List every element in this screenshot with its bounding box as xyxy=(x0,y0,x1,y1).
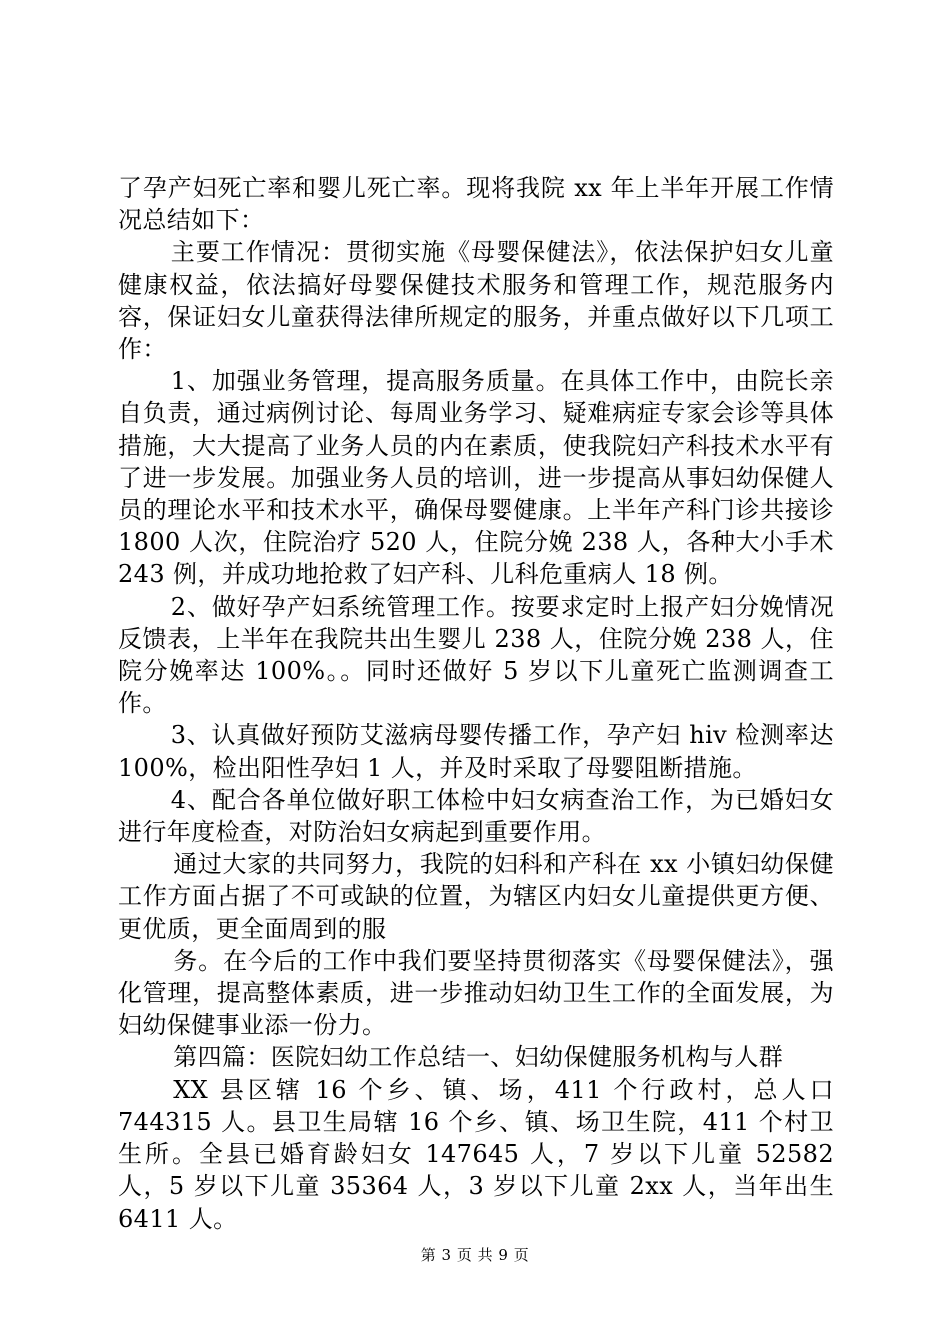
paragraph-item-2: 2、做好孕产妇系统管理工作。按要求定时上报产妇分娩情况反馈表，上半年在我院共出生婴儿 238 人，住院分娩 238 人，住院分娩率达 100%。。同时还做好 5 岁以下儿童死亡监测调查工作。 xyxy=(118,592,834,718)
paragraph-summary-continued: 务。在今后的工作中我们要坚持贯彻落实《母婴保健法》，强化管理，提高整体素质，进一步推动妇幼卫生工作的全面发展，为妇幼保健事业添一份力。 xyxy=(118,946,834,1040)
paragraph-summary: 通过大家的共同努力，我院的妇科和产科在 xx 小镇妇幼保健工作方面占据了不可或缺的位置，为辖区内妇女儿童提供更方便、更优质，更全面周到的服 xyxy=(118,850,834,943)
paragraph-main-work: 主要工作情况：贯彻实施《母婴保健法》，依法保护妇女儿童健康权益，依法搞好母婴保健技术服务和管理工作，规范服务内容，保证妇女儿童获得法律所规定的服务，并重点做好以下几项工作： xyxy=(118,238,834,364)
section-heading: 第四篇：医院妇幼工作总结一、妇幼保健服务机构与人群 xyxy=(173,1043,784,1072)
paragraph-intro: 了孕产妇死亡率和婴儿死亡率。现将我院 xx 年上半年开展工作情况总结如下： xyxy=(118,174,834,235)
paragraph-item-3: 3、认真做好预防艾滋病母婴传播工作，孕产妇 hiv 检测率达 100%，检出阳性孕妇 1 人，并及时采取了母婴阻断措施。 xyxy=(118,721,834,782)
paragraph-population: XX 县区辖 16 个乡、镇、场，411 个行政村，总人口 744315 人。县卫生局辖 16 个乡、镇、场卫生院，411 个村卫生所。全县已婚育龄妇女 147645 人，7 岁以下儿童 52582 人，5 岁以下儿童 35364 人，3 岁以下儿童 2xx 人，当年出生 6411 人。 xyxy=(118,1075,834,1233)
document-body xyxy=(118,172,834,1235)
page-footer: 第 3 页 共 9 页 xyxy=(420,1246,530,1264)
paragraph-item-4: 4、配合各单位做好职工体检中妇女病查治工作，为已婚妇女进行年度检查，对防治妇女病起到重要作用。 xyxy=(118,785,834,847)
paragraph-item-1: 1、加强业务管理，提高服务质量。在具体工作中，由院长亲自负责，通过病例讨论、每周业务学习、疑难病症专家会诊等具体措施，大大提高了业务人员的内在素质，使我院妇产科技术水平有了进一步发展。加强业务人员的培训，进一步提高从事妇幼保健人员的理论水平和技术水平，确保母婴健康。上半年产科门诊共接诊 1800 人次，住院治疗 520 人，住院分娩 238 人，各种大小手术 243 例，并成功地抢救了妇产科、儿科危重病人 18 例。 xyxy=(118,367,834,589)
